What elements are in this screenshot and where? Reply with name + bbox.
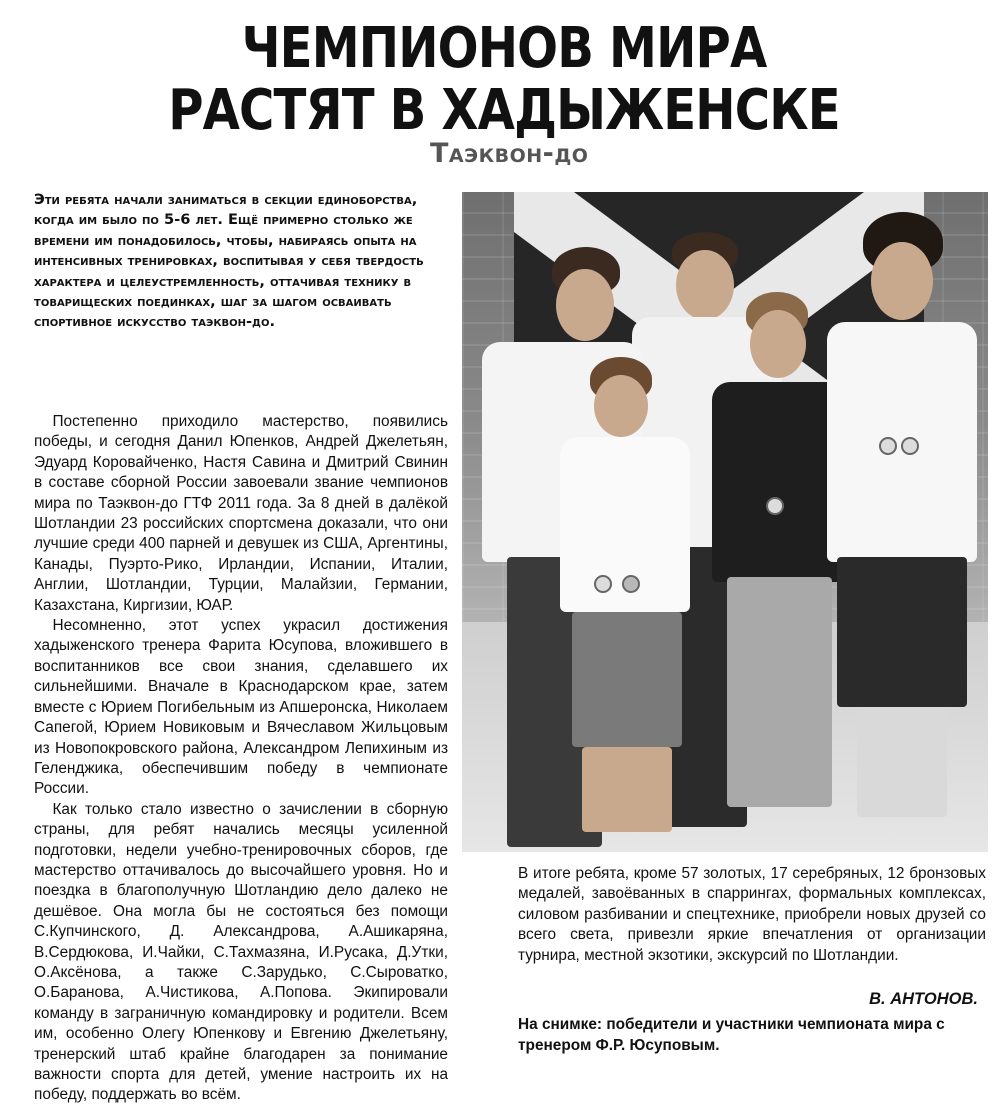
photo-caption: На снимке: победители и участники чемпионата мира с тренером Ф.Р. Юсуповым. <box>518 1016 945 1054</box>
headline <box>71 18 938 142</box>
lead-paragraph: Эти ребята начали заниматься в секции единоборства, когда им было по 5-6 лет. Ещё примерно столько же времени им понадобилось, чтобы, набираясь опыта на интенсивных тренировках, воспитывая у себя твердость характера и целеустремленность, оттачивая технику в товарищеских поединках, шаг за шагом осваивать спортивное искусство таэквон-до. <box>34 191 424 331</box>
article-body-column <box>34 412 448 1106</box>
body-paragraph-2: Несомненно, этот успех украсил достижения хадыженского тренера Фарита Юсупова, вложившего в воспитанников все свои знания, сделавшего их сильнейшими. Вначале в Краснодарском крае, затем вместе с Юрием Погибельным из Апшеронска, Николаем Сапегой, Юрием Новиковым и Вячеславом Жильцовым из Новопокровского района, Александром Лепихиным из Геленджика, обеспечившим победу в чемпионате России. <box>34 617 448 798</box>
headline-line-1: ЧЕМПИОНОВ МИРА <box>241 16 767 81</box>
body-paragraph-3: Как только стало известно о зачислении в сборную страны, для ребят начались месяцы усиленной подготовки, недели учебно-тренировочных сборов, где мастерство оттачивалось до высочайшего уровня. Но и поездка в благополучную Шотландию дело далеко не дешёвое. Она могла бы не состояться без помощи С.Купчинского, Д. Александрова, А.Ашикаряна, В.Сердюкова, И.Чайки, С.Тахмазяна, И.Русака, Д.Утки, О.Аксёнова, а также С.Зарудько, С.Сыроватко, О.Баранова, А.Чистикова, А.Попова. Экипировали команду в заграничную командировку и родители. Всем им, особенно Олегу Юпенкову и Евгению Джелетьяну, тренерский штаб крайне благодарен за понимание важности спорта для детей, умение настроить их на победу, поддержать во всём. <box>34 800 448 1104</box>
rubric-label: Таэквон-до <box>430 138 589 169</box>
headline-line-2: РАСТЯТ В ХАДЫЖЕНСКЕ <box>168 78 840 143</box>
body-paragraph-1: Постепенно приходило мастерство, появились победы, и сегодня Данил Юпенков, Андрей Джелетьян, Эдуард Коровайченко, Настя Савина и Дмитрий Свинин в составе сборной России завоевали звание чемпионов мира по Таэквон-до ГТФ 2011 года. За 8 дней в далёкой Шотландии 23 российских спортсмена доказали, что они лучшие среди 400 парней и девушек из США, Аргентины, Канады, Пуэрто-Рико, Ирландии, Испании, Италии, Англии, Шотландии, Турции, Малайзии, Германии, Казахстана, Киргизии, ЮАР. <box>34 413 448 614</box>
closing-paragraph: В итоге ребята, кроме 57 золотых, 17 серебряных, 12 бронзовых медалей, завоёванных в спаррингах, формальных комплексах, силовом разбивании и спецтехнике, приобрели новых друзей со всего света, привезли яркие впечатления от организации турнира, местной экзотики, экскурсий по Шотландии. <box>518 865 986 964</box>
author-signature: В. АНТОНОВ. <box>869 990 978 1008</box>
team-photo <box>462 192 988 852</box>
